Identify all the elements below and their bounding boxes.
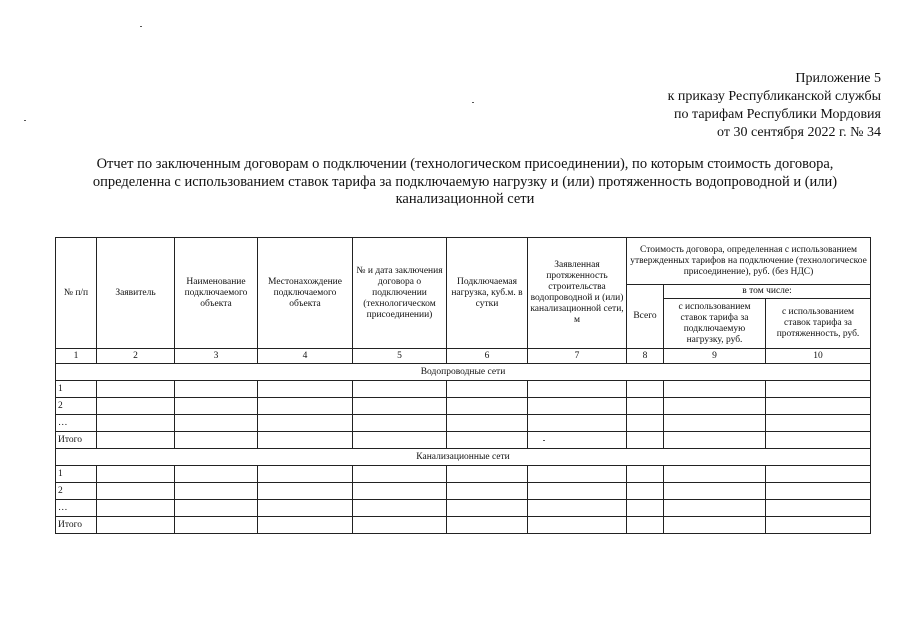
table-cell [353, 398, 447, 415]
table-cell [447, 483, 528, 500]
table-cell [447, 398, 528, 415]
column-number: 10 [766, 349, 871, 364]
header-object-location: Местонахождение подключаемого объекта [258, 238, 353, 349]
table-cell [528, 432, 627, 449]
table-cell [97, 432, 175, 449]
table-cell [97, 381, 175, 398]
table-row [56, 483, 871, 500]
scan-speck [140, 26, 142, 27]
table-cell [528, 415, 627, 432]
table-cell [528, 466, 627, 483]
column-number: 3 [175, 349, 258, 364]
table-cell [353, 381, 447, 398]
table-cell [766, 500, 871, 517]
header-connected-load: Подключаемая нагрузка, куб.м. в сутки [447, 238, 528, 349]
table-cell [766, 466, 871, 483]
table-cell [175, 398, 258, 415]
section-title-water: Водопроводные сети [56, 364, 871, 381]
table-cell [766, 398, 871, 415]
report-title-line-2: определенна с использованием ставок тарифа за подключаемую нагрузку и (или) протяженность водопроводной и (или) [92, 173, 838, 190]
table-cell [766, 415, 871, 432]
table-cell [97, 466, 175, 483]
table-cell [664, 483, 766, 500]
table-cell [353, 415, 447, 432]
column-number: 7 [528, 349, 627, 364]
table-cell [528, 398, 627, 415]
column-numbers-row [56, 349, 871, 364]
table-cell [353, 466, 447, 483]
table-cell [258, 381, 353, 398]
table-cell [627, 415, 664, 432]
table-cell [175, 381, 258, 398]
header-cost-by-load: с использованием ставок тарифа за подключаемую нагрузку, руб. [664, 299, 766, 349]
table-cell [175, 517, 258, 534]
report-table [55, 237, 871, 534]
total-label-cell: Итого [56, 517, 97, 534]
table-row [56, 381, 871, 398]
table-cell [627, 483, 664, 500]
report-title-line-3: канализационной сети [395, 191, 535, 207]
table-cell [766, 517, 871, 534]
table-cell [766, 432, 871, 449]
table-cell [766, 381, 871, 398]
table-cell [258, 432, 353, 449]
header-contract-cost: Стоимость договора, определенная с использованием утвержденных тарифов на подключение (технологическое присоединение), руб. (без НДС) [627, 238, 871, 285]
table-cell [258, 415, 353, 432]
header-cost-by-length: с использованием ставок тарифа за протяженность, руб. [766, 299, 871, 349]
appendix-line-2: к приказу Республиканской службы [667, 89, 881, 104]
row-number-cell: 1 [56, 466, 97, 483]
table-cell [97, 517, 175, 534]
header-contract-number-date: № и дата заключения договора о подключении (технологическом присоединении) [353, 238, 447, 349]
table-cell [353, 517, 447, 534]
table-cell [447, 466, 528, 483]
table-row [56, 398, 871, 415]
table-cell [627, 517, 664, 534]
report-title [60, 156, 870, 209]
column-number: 2 [97, 349, 175, 364]
table-cell [175, 432, 258, 449]
table-cell [258, 500, 353, 517]
scan-speck [472, 102, 474, 103]
table-cell [627, 398, 664, 415]
table-cell [175, 466, 258, 483]
appendix-line-1: Приложение 5 [795, 71, 881, 86]
table-cell [664, 398, 766, 415]
header-total: Всего [627, 285, 664, 349]
table-cell [664, 381, 766, 398]
table-cell [97, 415, 175, 432]
table-cell [664, 517, 766, 534]
header-object-name: Наименование подключаемого объекта [175, 238, 258, 349]
table-cell [664, 415, 766, 432]
section-row-sewer [56, 449, 871, 466]
table-cell [353, 500, 447, 517]
table-cell [175, 500, 258, 517]
table-cell [258, 398, 353, 415]
table-cell [175, 415, 258, 432]
table-cell [97, 398, 175, 415]
header-applicant: Заявитель [97, 238, 175, 349]
header-row-1 [56, 238, 871, 285]
row-number-cell: 1 [56, 381, 97, 398]
table-row [56, 500, 871, 517]
table-cell [97, 483, 175, 500]
table-cell [766, 483, 871, 500]
row-number-cell: … [56, 415, 97, 432]
table-cell [353, 483, 447, 500]
table-cell [627, 500, 664, 517]
table-cell [528, 483, 627, 500]
table-row-total [56, 517, 871, 534]
column-number: 5 [353, 349, 447, 364]
appendix-line-4: от 30 сентября 2022 г. № 34 [717, 125, 881, 140]
row-number-cell: … [56, 500, 97, 517]
header-network-length: Заявленная протяженность строительства водопроводной и (или) канализационной сети, м [528, 238, 627, 349]
table-cell [627, 432, 664, 449]
appendix-line-3: по тарифам Республики Мордовия [674, 107, 881, 122]
table-cell [528, 517, 627, 534]
table-cell [258, 483, 353, 500]
table-cell [175, 483, 258, 500]
appendix-header [668, 70, 881, 142]
row-number-cell: 2 [56, 483, 97, 500]
table-cell [664, 432, 766, 449]
table-cell [664, 466, 766, 483]
header-including: в том числе: [664, 285, 871, 299]
table-cell [447, 432, 528, 449]
column-number: 6 [447, 349, 528, 364]
section-row-water [56, 364, 871, 381]
table-cell [447, 517, 528, 534]
column-number: 9 [664, 349, 766, 364]
report-title-line-1: Отчет по заключенным договорам о подключении (технологическом присоединении), по которым стоимость договора, [96, 156, 834, 172]
table-row [56, 415, 871, 432]
row-number-cell: 2 [56, 398, 97, 415]
table-row-total [56, 432, 871, 449]
table-cell [447, 415, 528, 432]
table-cell [353, 432, 447, 449]
table-cell [447, 500, 528, 517]
table-row [56, 466, 871, 483]
table-cell [627, 381, 664, 398]
table-cell [258, 466, 353, 483]
section-title-sewer: Канализационные сети [56, 449, 871, 466]
table-cell [664, 500, 766, 517]
table-cell [528, 381, 627, 398]
table-cell [97, 500, 175, 517]
column-number: 4 [258, 349, 353, 364]
scan-speck [24, 120, 26, 121]
column-number: 8 [627, 349, 664, 364]
header-row-number: № п/п [56, 238, 97, 349]
column-number: 1 [56, 349, 97, 364]
total-label-cell: Итого [56, 432, 97, 449]
table-cell [627, 466, 664, 483]
table-cell [528, 500, 627, 517]
table-cell [258, 517, 353, 534]
table-cell [447, 381, 528, 398]
